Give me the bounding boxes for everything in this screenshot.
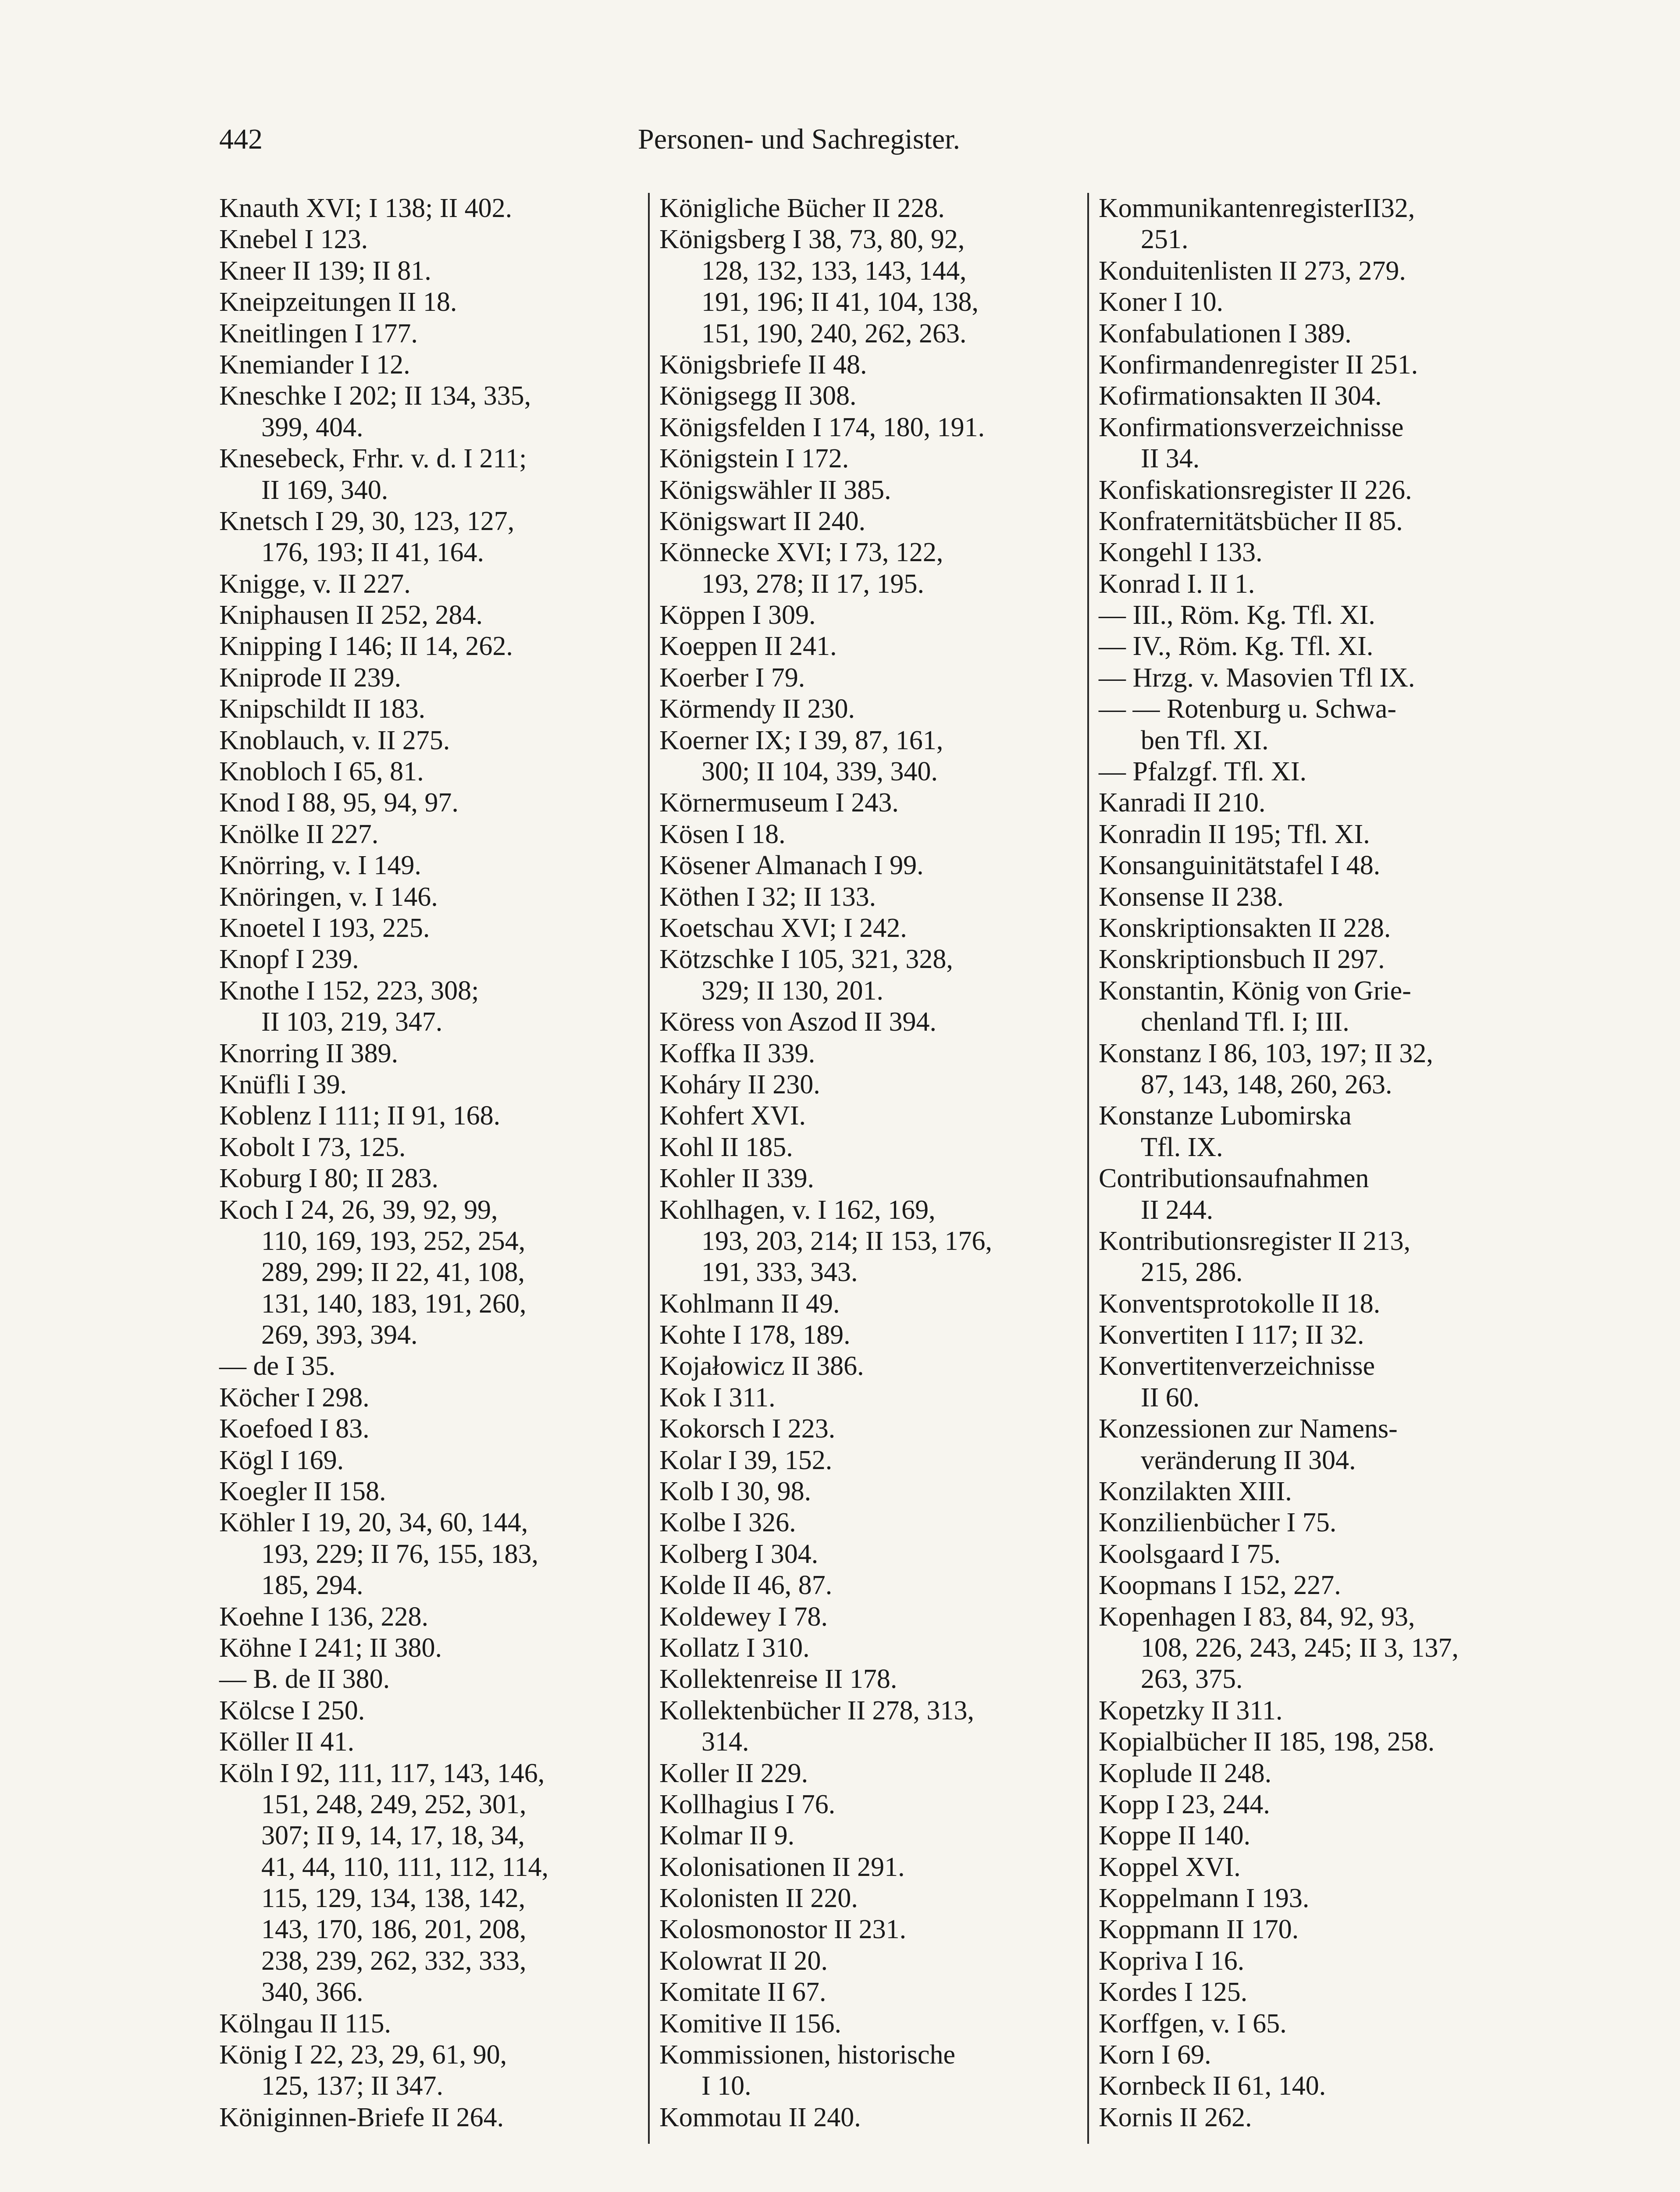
running-head: Personen- und Sachregister.: [638, 123, 960, 155]
index-entry: Kojałowicz II 386.: [659, 1351, 864, 1381]
index-entry-continuation: 41, 44, 110, 111, 112, 114,: [261, 1852, 548, 1882]
index-entry: Knigge, v. II 227.: [219, 569, 411, 599]
index-entry: Kniphausen II 252, 284.: [219, 600, 483, 630]
index-entry: König I 22, 23, 29, 61, 90,: [219, 2040, 507, 2070]
index-entry: Konskriptionsakten II 228.: [1099, 913, 1391, 943]
index-entry: Kolb I 30, 98.: [659, 1477, 812, 1507]
index-entry: Knoblauch, v. II 275.: [219, 725, 450, 755]
index-entry: KommunikantenregisterII32,: [1099, 193, 1415, 223]
index-entry: Kösener Almanach I 99.: [659, 850, 924, 881]
index-entry: Kösen I 18.: [659, 819, 786, 849]
index-entry: Körnermuseum I 243.: [659, 788, 899, 818]
index-entry: Kommotau II 240.: [659, 2102, 861, 2132]
index-entry-continuation: 215, 286.: [1141, 1257, 1243, 1288]
index-entry: Knöringen, v. I 146.: [219, 882, 438, 912]
index-entry: Koppelmann I 193.: [1099, 1883, 1310, 1914]
index-entry: Konradin II 195; Tfl. XI.: [1099, 819, 1370, 849]
index-entry: Konzilakten XIII.: [1099, 1477, 1292, 1507]
index-entry: Köppen I 309.: [659, 600, 816, 630]
index-entry: Kötzschke I 105, 321, 328,: [659, 944, 953, 975]
index-entry-continuation: 128, 132, 133, 143, 144,: [701, 256, 967, 286]
index-entry: Knorring II 389.: [219, 1038, 399, 1068]
index-entry: Konfabulationen I 389.: [1099, 318, 1352, 349]
index-entry: Konstantin, König von Grie-: [1099, 975, 1411, 1006]
index-entry: Koháry II 230.: [659, 1069, 820, 1100]
index-entry-continuation: 193, 229; II 76, 155, 183,: [261, 1539, 539, 1569]
index-entry: Körmendy II 230.: [659, 694, 855, 724]
index-entry: Konvertiten I 117; II 32.: [1099, 1320, 1364, 1350]
index-entry: Königsbriefe II 48.: [659, 349, 867, 380]
index-entry: Konrad I. II 1.: [1099, 569, 1255, 599]
index-entry: Knauth XVI; I 138; II 402.: [219, 193, 513, 223]
index-entry: Knopf I 239.: [219, 944, 359, 975]
index-entry: Kneitlingen I 177.: [219, 318, 418, 349]
index-entry: Kohl II 185.: [659, 1132, 793, 1162]
index-entry: Koffka II 339.: [659, 1038, 815, 1068]
index-entry: Kohlhagen, v. I 162, 169,: [659, 1195, 936, 1225]
index-entry-continuation: 340, 366.: [261, 1977, 363, 2007]
index-entry: Kniprode II 239.: [219, 662, 401, 693]
index-entry: — III., Röm. Kg. Tfl. XI.: [1099, 600, 1375, 630]
index-entry: Koplude II 248.: [1099, 1758, 1272, 1788]
index-entry: Kobolt I 73, 125.: [219, 1132, 406, 1162]
index-entry: Konstanze Lubomirska: [1099, 1101, 1352, 1131]
index-entry: Konzessionen zur Namens-: [1099, 1414, 1398, 1444]
index-entry: Koeppen II 241.: [659, 631, 837, 662]
index-entry-continuation: 176, 193; II 41, 164.: [261, 537, 484, 568]
index-entry: Knothe I 152, 223, 308;: [219, 975, 479, 1006]
index-entry: Kordes I 125.: [1099, 1977, 1248, 2007]
index-entry: Köthen I 32; II 133.: [659, 882, 876, 912]
index-entry-continuation: 300; II 104, 339, 340.: [701, 757, 938, 787]
index-entry: Kohler II 339.: [659, 1164, 814, 1194]
index-entry: Kopp I 23, 244.: [1099, 1789, 1270, 1819]
index-entry: Kopenhagen I 83, 84, 92, 93,: [1099, 1601, 1415, 1632]
index-entry: Komitive II 156.: [659, 2008, 841, 2039]
index-entry: Kanradi II 210.: [1099, 788, 1266, 818]
index-entry: Kollektenbücher II 278, 313,: [659, 1695, 974, 1726]
index-entry: Köln I 92, 111, 117, 143, 146,: [219, 1758, 545, 1788]
index-entry: Königswähler II 385.: [659, 475, 891, 505]
index-entry: Knod I 88, 95, 94, 97.: [219, 788, 459, 818]
index-entry-continuation: 191, 196; II 41, 104, 138,: [701, 287, 979, 317]
page-header: [219, 123, 1487, 171]
index-entry: Kopetzky II 311.: [1099, 1695, 1283, 1726]
index-column-1: [219, 193, 640, 2144]
index-entry-continuation: II 60.: [1141, 1382, 1200, 1413]
index-entry: Königsegg II 308.: [659, 381, 857, 411]
index-column-3: [1087, 193, 1520, 2144]
index-entry: Konskriptionsbuch II 297.: [1099, 944, 1385, 975]
index-entry: Kopialbücher II 185, 198, 258.: [1099, 1727, 1435, 1757]
index-entry: Konfraternitätsbücher II 85.: [1099, 506, 1403, 536]
index-entry-continuation: 269, 393, 394.: [261, 1320, 418, 1350]
index-entry: Kohfert XVI.: [659, 1101, 806, 1131]
index-entry-continuation: 289, 299; II 22, 41, 108,: [261, 1257, 525, 1288]
index-entry-continuation: 110, 169, 193, 252, 254,: [261, 1226, 526, 1256]
index-entry: Koopmans I 152, 227.: [1099, 1570, 1341, 1601]
page-number: 442: [219, 123, 263, 155]
index-entry: Kolbe I 326.: [659, 1508, 796, 1538]
index-entry-continuation: ben Tfl. XI.: [1141, 725, 1269, 755]
index-entry: Knebel I 123.: [219, 224, 368, 255]
index-entry: Konfirmandenregister II 251.: [1099, 349, 1418, 380]
index-entry: Konsense II 238.: [1099, 882, 1284, 912]
index-entry-continuation: 193, 278; II 17, 195.: [701, 569, 925, 599]
index-entry: Knüfli I 39.: [219, 1069, 347, 1100]
index-entry: Konsanguinitätstafel I 48.: [1099, 850, 1381, 881]
index-entry: Koburg I 80; II 283.: [219, 1164, 438, 1194]
index-entry: Konzilienbücher I 75.: [1099, 1508, 1337, 1538]
index-entry: Knemiander I 12.: [219, 349, 410, 380]
index-entry: Kölngau II 115.: [219, 2008, 392, 2039]
index-entry: Knörring, v. I 149.: [219, 850, 421, 881]
index-entry: Kofirmationsakten II 304.: [1099, 381, 1382, 411]
index-entry: Kopriva I 16.: [1099, 1946, 1245, 1976]
index-entry-continuation: chenland Tfl. I; III.: [1141, 1007, 1349, 1037]
index-entry: Koetschau XVI; I 242.: [659, 913, 907, 943]
index-entry: Köcher I 298.: [219, 1382, 370, 1413]
index-entry-continuation: I 10.: [701, 2071, 751, 2101]
index-entry: Koppmann II 170.: [1099, 1914, 1299, 1945]
index-entry-continuation: veränderung II 304.: [1141, 1445, 1356, 1475]
index-entry-continuation: 108, 226, 243, 245; II 3, 137,: [1141, 1633, 1459, 1663]
index-entry-continuation: 251.: [1141, 224, 1189, 255]
index-entry: Kollatz I 310.: [659, 1633, 810, 1663]
index-entry: Kolar I 39, 152.: [659, 1445, 833, 1475]
index-entry: Koch I 24, 26, 39, 92, 99,: [219, 1195, 498, 1225]
index-entry: Königstein I 172.: [659, 444, 849, 474]
index-entry: Konventsprotokolle II 18.: [1099, 1288, 1381, 1319]
index-entry: Knesebeck, Frhr. v. d. I 211;: [219, 444, 527, 474]
index-entry: Knoetel I 193, 225.: [219, 913, 430, 943]
index-entry: Könnecke XVI; I 73, 122,: [659, 537, 943, 568]
index-entry: Kolmar II 9.: [659, 1821, 795, 1851]
index-entry: Knetsch I 29, 30, 123, 127,: [219, 506, 515, 536]
index-entry: Köller II 41.: [219, 1727, 355, 1757]
index-entry: Kornis II 262.: [1099, 2102, 1252, 2132]
index-entry: Knipschildt II 183.: [219, 694, 426, 724]
index-entry: Kögl I 169.: [219, 1445, 344, 1475]
index-entry: Koefoed I 83.: [219, 1414, 370, 1444]
index-entry: Koller II 229.: [659, 1758, 808, 1788]
index-entry: Köress von Aszod II 394.: [659, 1007, 936, 1037]
index-entry: Knölke II 227.: [219, 819, 379, 849]
index-entry: Kohte I 178, 189.: [659, 1320, 851, 1350]
index-entry: — de I 35.: [219, 1351, 336, 1381]
index-entry: Koppe II 140.: [1099, 1821, 1251, 1851]
index-entry-continuation: 115, 129, 134, 138, 142,: [261, 1883, 526, 1914]
index-entry-continuation: Tfl. IX.: [1141, 1132, 1223, 1162]
index-entry: Kollhagius I 76.: [659, 1789, 836, 1819]
index-entry: Knobloch I 65, 81.: [219, 757, 424, 787]
index-entry: Koerber I 79.: [659, 662, 805, 693]
index-entry-continuation: 399, 404.: [261, 412, 363, 442]
index-entry: Kornbeck II 61, 140.: [1099, 2071, 1326, 2101]
index-entry: Kölcse I 250.: [219, 1695, 365, 1726]
index-entry: — Hrzg. v. Masovien Tfl IX.: [1099, 662, 1415, 693]
index-entry-continuation: II 34.: [1141, 444, 1200, 474]
index-entry: Korffgen, v. I 65.: [1099, 2008, 1287, 2039]
index-entry: Konduitenlisten II 273, 279.: [1099, 256, 1406, 286]
index-entry: — IV., Röm. Kg. Tfl. XI.: [1099, 631, 1374, 662]
index-entry-continuation: 151, 248, 249, 252, 301,: [261, 1789, 527, 1819]
index-entry: Königsberg I 38, 73, 80, 92,: [659, 224, 965, 255]
index-entry: Kneschke I 202; II 134, 335,: [219, 381, 531, 411]
index-entry: Köhler I 19, 20, 34, 60, 144,: [219, 1508, 528, 1538]
index-entry: Kolberg I 304.: [659, 1539, 819, 1569]
index-entry-continuation: 314.: [701, 1727, 749, 1757]
index-entry-continuation: II 103, 219, 347.: [261, 1007, 443, 1037]
index-entry: Konfirmationsverzeichnisse: [1099, 412, 1404, 442]
index-entry: Kollektenreise II 178.: [659, 1664, 897, 1694]
index-entry: Königinnen-Briefe II 264.: [219, 2102, 504, 2132]
index-entry: Koolsgaard I 75.: [1099, 1539, 1281, 1569]
index-entry: Kohlmann II 49.: [659, 1288, 840, 1319]
index-entry: Knipping I 146; II 14, 262.: [219, 631, 513, 662]
index-entry: Koegler II 158.: [219, 1477, 386, 1507]
index-entry: Kokorsch I 223.: [659, 1414, 836, 1444]
index-entry-continuation: 193, 203, 214; II 153, 176,: [701, 1226, 993, 1256]
index-entry-continuation: 185, 294.: [261, 1570, 363, 1601]
index-entry-continuation: II 169, 340.: [261, 475, 388, 505]
index-entry: Kneipzeitungen II 18.: [219, 287, 457, 317]
index-entry: Konvertitenverzeichnisse: [1099, 1351, 1375, 1381]
index-entry: Kok I 311.: [659, 1382, 776, 1413]
index-entry: — Pfalzgf. Tfl. XI.: [1099, 757, 1307, 787]
index-entry: Kolowrat II 20.: [659, 1946, 828, 1976]
index-entry-continuation: 125, 137; II 347.: [261, 2071, 444, 2101]
index-entry: Köhne I 241; II 380.: [219, 1633, 442, 1663]
index-entry: Kolonisten II 220.: [659, 1883, 858, 1914]
index-entry-continuation: 238, 239, 262, 332, 333,: [261, 1946, 527, 1976]
index-entry: Königliche Bücher II 228.: [659, 193, 945, 223]
index-entry: Koppel XVI.: [1099, 1852, 1241, 1882]
index-entry: Koerner IX; I 39, 87, 161,: [659, 725, 943, 755]
index-entry: Contributionsaufnahmen: [1099, 1164, 1369, 1194]
index-entry: Konfiskationsregister II 226.: [1099, 475, 1412, 505]
index-entry: Kongehl I 133.: [1099, 537, 1263, 568]
index-column-2: [648, 193, 1089, 2144]
index-entry-continuation: 131, 140, 183, 191, 260,: [261, 1288, 527, 1319]
index-entry-continuation: II 244.: [1141, 1195, 1214, 1225]
index-entry: Kontributionsregister II 213,: [1099, 1226, 1411, 1256]
index-entry: Kommissionen, historische: [659, 2040, 956, 2070]
index-entry: Königswart II 240.: [659, 506, 866, 536]
index-entry-continuation: 329; II 130, 201.: [701, 975, 884, 1006]
index-entry: Koner I 10.: [1099, 287, 1224, 317]
index-entry-continuation: 263, 375.: [1141, 1664, 1243, 1694]
index-entry: Königsfelden I 174, 180, 191.: [659, 412, 985, 442]
index-entry: — B. de II 380.: [219, 1664, 390, 1694]
index-entry-continuation: 143, 170, 186, 201, 208,: [261, 1914, 527, 1945]
index-entry: — — Rotenburg u. Schwa-: [1099, 694, 1397, 724]
index-entry-continuation: 151, 190, 240, 262, 263.: [701, 318, 967, 349]
index-entry: Korn I 69.: [1099, 2040, 1211, 2070]
index-entry: Kneer II 139; II 81.: [219, 256, 431, 286]
index-entry: Konstanz I 86, 103, 197; II 32,: [1099, 1038, 1433, 1068]
index-entry-continuation: 87, 143, 148, 260, 263.: [1141, 1069, 1392, 1100]
index-entry: Kolde II 46, 87.: [659, 1570, 833, 1601]
index-entry: Koblenz I 111; II 91, 168.: [219, 1101, 501, 1131]
index-entry-continuation: 307; II 9, 14, 17, 18, 34,: [261, 1821, 525, 1851]
index-entry: Kolosmonostor II 231.: [659, 1914, 907, 1945]
index-entry: Kolonisationen II 291.: [659, 1852, 905, 1882]
index-entry: Koehne I 136, 228.: [219, 1601, 428, 1632]
index-entry: Komitate II 67.: [659, 1977, 826, 2007]
index-entry: Koldewey I 78.: [659, 1601, 828, 1632]
index-entry-continuation: 191, 333, 343.: [701, 1257, 858, 1288]
